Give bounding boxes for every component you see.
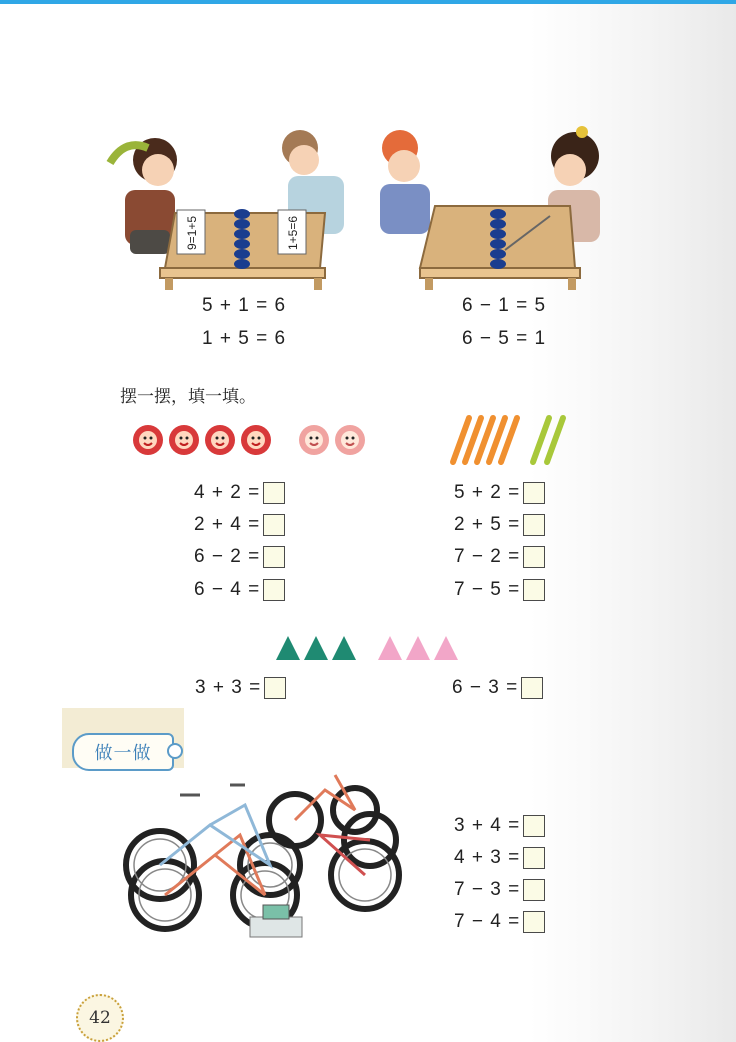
answer-box[interactable] [523,847,545,869]
exercise-stick-4-text: 7 − 5 = [454,579,521,600]
page-number-text: 42 [89,1008,111,1028]
exercise-triangle-left-text: 3 + 3 = [195,677,262,698]
left-table-scene [110,130,344,290]
answer-box[interactable] [263,482,285,504]
exercise-stick-3-text: 7 − 2 = [454,546,521,567]
triangles-row [274,632,460,662]
exercise-stick-1-text: 5 + 2 = [454,482,521,503]
exercise-bike-4 [454,909,545,935]
red-flowers [133,425,271,455]
equation-left-1: 5 + 1 = 6 [202,295,287,316]
exercise-triangle-left [195,675,286,701]
exercise-stick-4 [454,577,545,603]
exercise-stick-2 [454,512,545,538]
answer-box[interactable] [263,546,285,568]
left-card-1-text: 9=1+5 [185,215,199,250]
green-sticks [533,418,563,462]
children-illustration [100,118,640,293]
exercise-bike-4-text: 7 − 4 = [454,911,521,932]
exercise-flower-3 [194,544,285,570]
left-card-2-text: 1+5=6 [286,215,300,250]
answer-box[interactable] [523,482,545,504]
exercise-flower-1 [194,480,285,506]
page-number [76,994,124,1042]
answer-box[interactable] [523,879,545,901]
exercise-triangle-right-text: 6 − 3 = [452,677,519,698]
exercise-flower-1-text: 4 + 2 = [194,482,261,503]
exercise-triangle-right [452,675,543,701]
right-table-scene [380,126,600,290]
bicycles-illustration [120,765,415,945]
orange-sticks [453,418,517,462]
sticks-row [435,412,575,468]
answer-box[interactable] [523,546,545,568]
exercise-flower-2 [194,512,285,538]
exercise-bike-1-text: 3 + 4 = [454,815,521,836]
pink-triangles [378,636,458,660]
top-accent-line [0,0,736,4]
section-tag-dot [167,743,183,759]
exercise-flower-4 [194,577,285,603]
instruction-text: 摆一摆，填一填。 [120,387,256,407]
exercise-stick-2-text: 2 + 5 = [454,514,521,535]
answer-box[interactable] [263,579,285,601]
answer-box[interactable] [523,911,545,933]
answer-box[interactable] [263,514,285,536]
section-tag-label: 做一做 [94,743,152,764]
exercise-flower-2-text: 2 + 4 = [194,514,261,535]
exercise-bike-1 [454,813,545,839]
answer-box[interactable] [521,677,543,699]
exercise-bike-3 [454,877,545,903]
equation-right-2: 6 − 5 = 1 [462,328,547,349]
pink-flowers [299,425,365,455]
exercise-bike-3-text: 7 − 3 = [454,879,521,900]
exercise-bike-2 [454,845,545,871]
equation-right-1: 6 − 1 = 5 [462,295,547,316]
teal-triangles [276,636,356,660]
answer-box[interactable] [523,579,545,601]
answer-box[interactable] [523,815,545,837]
exercise-stick-3 [454,544,545,570]
answer-box[interactable] [264,677,286,699]
answer-box[interactable] [523,514,545,536]
exercise-bike-2-text: 4 + 3 = [454,847,521,868]
equation-left-2: 1 + 5 = 6 [202,328,287,349]
exercise-flower-3-text: 6 − 2 = [194,546,261,567]
exercise-flower-4-text: 6 − 4 = [194,579,261,600]
flowers-row [130,420,375,460]
exercise-stick-1 [454,480,545,506]
